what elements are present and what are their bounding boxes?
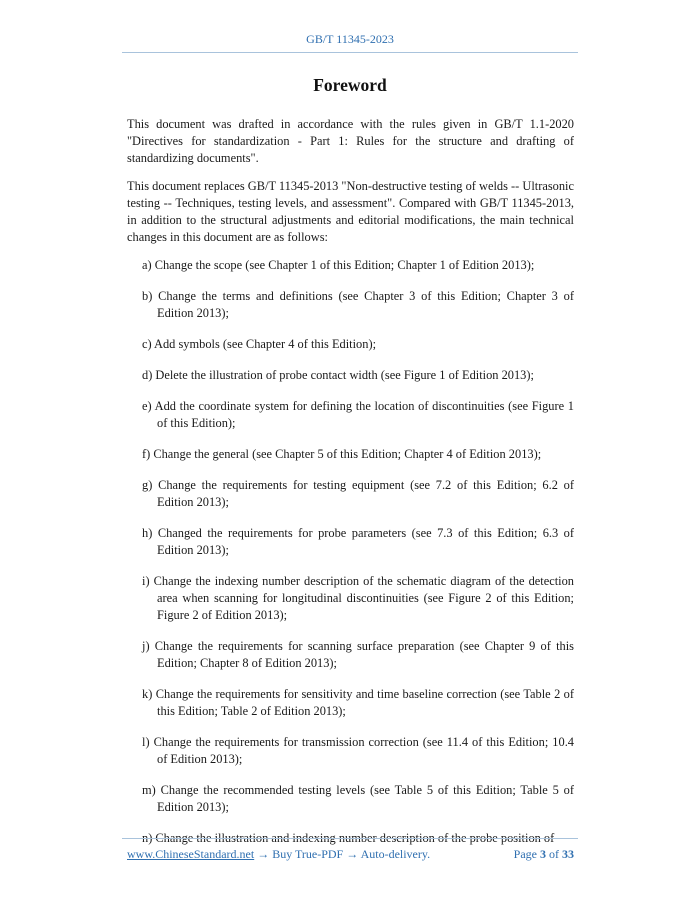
document-code-header: GB/T 11345-2023 [306,32,394,46]
technical-changes-list [127,257,574,847]
current-page-number: 3 [540,847,546,861]
list-item: g) Change the requirements for testing equipment (see 7.2 of this Edition; 6.2 of Edition 2013); [142,478,574,509]
list-item: l) Change the requirements for transmission correction (see 11.4 of this Edition; 10.4 of Edition 2013); [142,735,574,766]
list-item: f) Change the general (see Chapter 5 of this Edition; Chapter 4 of Edition 2013); [142,447,542,461]
total-pages-number: 33 [562,847,574,861]
page-label: Page [513,847,537,861]
list-item: k) Change the requirements for sensitivity and time baseline correction (see Table 2 of this Edition; Table 2 of Edition 2013); [142,687,574,718]
list-item: m) Change the recommended testing levels (see Table 5 of this Edition; Table 5 of Edition 2013); [142,783,574,814]
intro-paragraph: This document was drafted in accordance with the rules given in GB/T 1.1-2020 "Directives for standardization - Part 1: Rules for the structure and drafting of standardizing documents". [127,117,574,165]
list-item: b) Change the terms and definitions (see Chapter 3 of this Edition; Chapter 3 of Edition 2013); [142,289,574,320]
list-item: d) Delete the illustration of probe contact width (see Figure 1 of Edition 2013); [142,368,534,382]
list-item: a) Change the scope (see Chapter 1 of this Edition; Chapter 1 of Edition 2013); [142,258,535,272]
document-body [127,116,574,861]
footer-tagline: → Buy True-PDF → Auto-delivery. [254,847,431,861]
header-divider [122,52,578,53]
page-indicator [514,847,574,862]
page-of-label: of [549,847,559,861]
list-item: i) Change the indexing number description of the schematic diagram of the detection area when scanning for longitudinal discontinuities (see Figure 2 of this Edition; Figure 2 of Edition 2013); [142,574,574,622]
site-link[interactable]: www.ChineseStandard.net [127,847,255,861]
list-item: e) Add the coordinate system for defining the location of discontinuities (see Figure 1 of this Edition); [142,399,574,430]
list-item: h) Changed the requirements for probe parameters (see 7.3 of this Edition; 6.3 of Edition 2013); [142,526,574,557]
footer-divider [122,838,578,839]
replacement-paragraph: This document replaces GB/T 11345-2013 "Non-destructive testing of welds -- Ultrasonic testing -- Techniques, testing levels, and assessment". Compared with GB/T 11345-2013, in addition to the structural adjustments and editorial modifications, the main technical changes in this document are as follows: [127,179,574,244]
list-item: j) Change the requirements for scanning surface preparation (see Chapter 9 of this Edition; Chapter 8 of Edition 2013); [142,639,574,670]
page-title: Foreword [313,75,387,95]
list-item: n) Change the illustration and indexing number description of the probe position of [142,831,555,845]
list-item: c) Add symbols (see Chapter 4 of this Edition); [142,337,377,351]
footer-promo [127,847,430,862]
